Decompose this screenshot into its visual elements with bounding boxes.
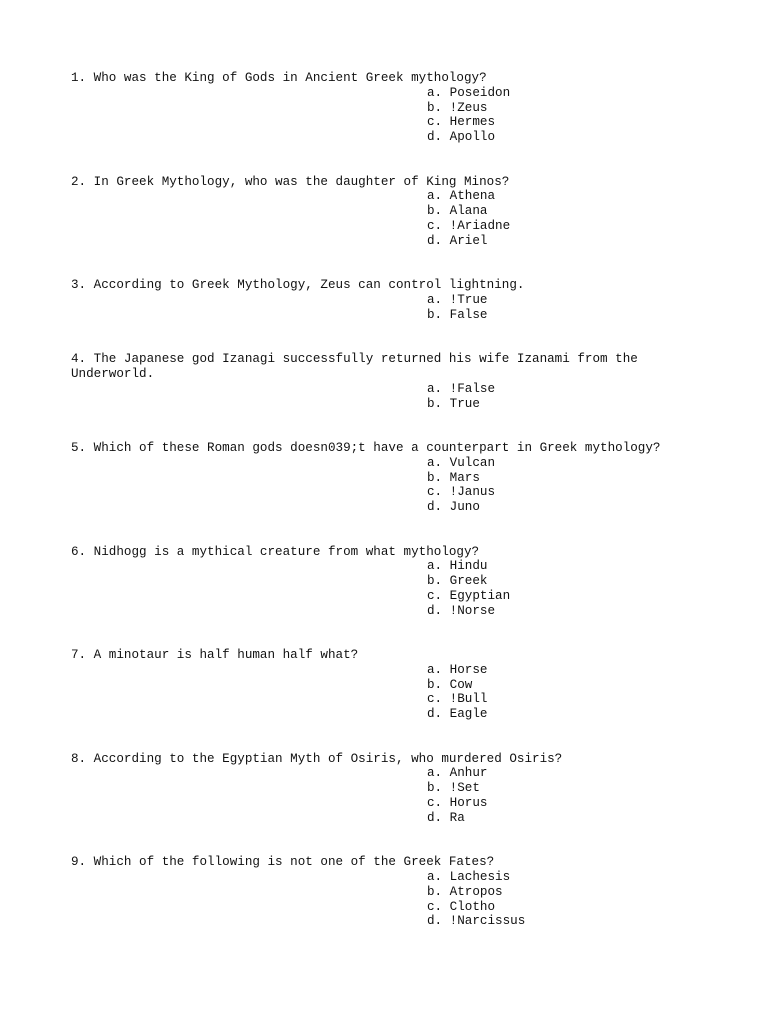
answer-option: c. Clotho xyxy=(427,899,496,914)
answer-option: b. Greek xyxy=(427,574,488,589)
answer-option: a. Vulcan xyxy=(427,455,496,470)
answer-option: a. Hindu xyxy=(427,559,488,574)
answer-option: a. Anhur xyxy=(427,766,488,781)
answer-option: d. Ariel xyxy=(427,233,488,248)
question-text: 1. Who was the King of Gods in Ancient Greek mythology? xyxy=(71,71,487,85)
answer-option: a. Poseidon xyxy=(427,85,511,100)
question-text: 4. The Japanese god Izanagi successfully returned his wife Izanami from the Underworld. xyxy=(71,352,646,381)
answer-option: a. !False xyxy=(427,381,496,396)
answer-option: a. !True xyxy=(427,292,488,307)
answer-option: d. Juno xyxy=(427,500,480,515)
answer-option: c. !Ariadne xyxy=(427,218,511,233)
answer-option: b. Alana xyxy=(427,204,488,219)
answer-option: b. !Set xyxy=(427,781,480,796)
question-block xyxy=(71,175,671,249)
answer-option: b. Atropos xyxy=(427,884,503,899)
answer-option: b. True xyxy=(427,396,480,411)
question-block xyxy=(71,441,671,515)
question-block xyxy=(71,352,671,411)
answer-option: c. Hermes xyxy=(427,115,496,130)
answer-option: a. Horse xyxy=(427,662,488,677)
question-text: 6. Nidhogg is a mythical creature from what mythology? xyxy=(71,544,480,559)
answer-option: d. !Norse xyxy=(427,603,496,618)
question-block xyxy=(71,71,671,145)
answer-option: c. Egyptian xyxy=(427,588,511,603)
question-text: 2. In Greek Mythology, who was the daughter of King Minos? xyxy=(71,174,510,189)
answer-option: c. Horus xyxy=(427,796,488,811)
answer-options xyxy=(71,870,671,929)
question-text: 5. Which of these Roman gods doesn039;t have a counterpart in Greek mythology? xyxy=(71,440,661,455)
question-block xyxy=(71,545,671,619)
answer-option: c. !Bull xyxy=(427,692,488,707)
answer-options xyxy=(71,86,671,145)
answer-option: b. !Zeus xyxy=(427,100,488,115)
answer-options xyxy=(71,456,671,515)
answer-options xyxy=(71,663,671,722)
answer-option: b. False xyxy=(427,307,488,322)
answer-option: a. Athena xyxy=(427,189,496,204)
question-text: 3. According to Greek Mythology, Zeus can control lightning. xyxy=(71,278,525,293)
question-text: 8. According to the Egyptian Myth of Osiris, who murdered Osiris? xyxy=(71,751,563,766)
answer-option: b. Cow xyxy=(427,677,473,692)
question-block xyxy=(71,752,671,826)
answer-options xyxy=(71,189,671,248)
question-block xyxy=(71,648,671,722)
question-text: 9. Which of the following is not one of the Greek Fates? xyxy=(71,855,495,870)
answer-option: a. Lachesis xyxy=(427,870,511,885)
answer-option: d. Apollo xyxy=(427,130,496,145)
answer-options xyxy=(71,382,671,412)
answer-options xyxy=(71,293,671,323)
answer-option: d. !Narcissus xyxy=(427,914,526,929)
question-block xyxy=(71,855,671,929)
question-block xyxy=(71,278,671,322)
answer-options xyxy=(71,766,671,825)
question-text: 7. A minotaur is half human half what? xyxy=(71,648,359,663)
answer-option: c. !Janus xyxy=(427,485,496,500)
quiz-question-list xyxy=(71,71,671,959)
answer-options xyxy=(71,559,671,618)
answer-option: d. Eagle xyxy=(427,707,488,722)
answer-option: d. Ra xyxy=(427,810,465,825)
answer-option: b. Mars xyxy=(427,470,480,485)
